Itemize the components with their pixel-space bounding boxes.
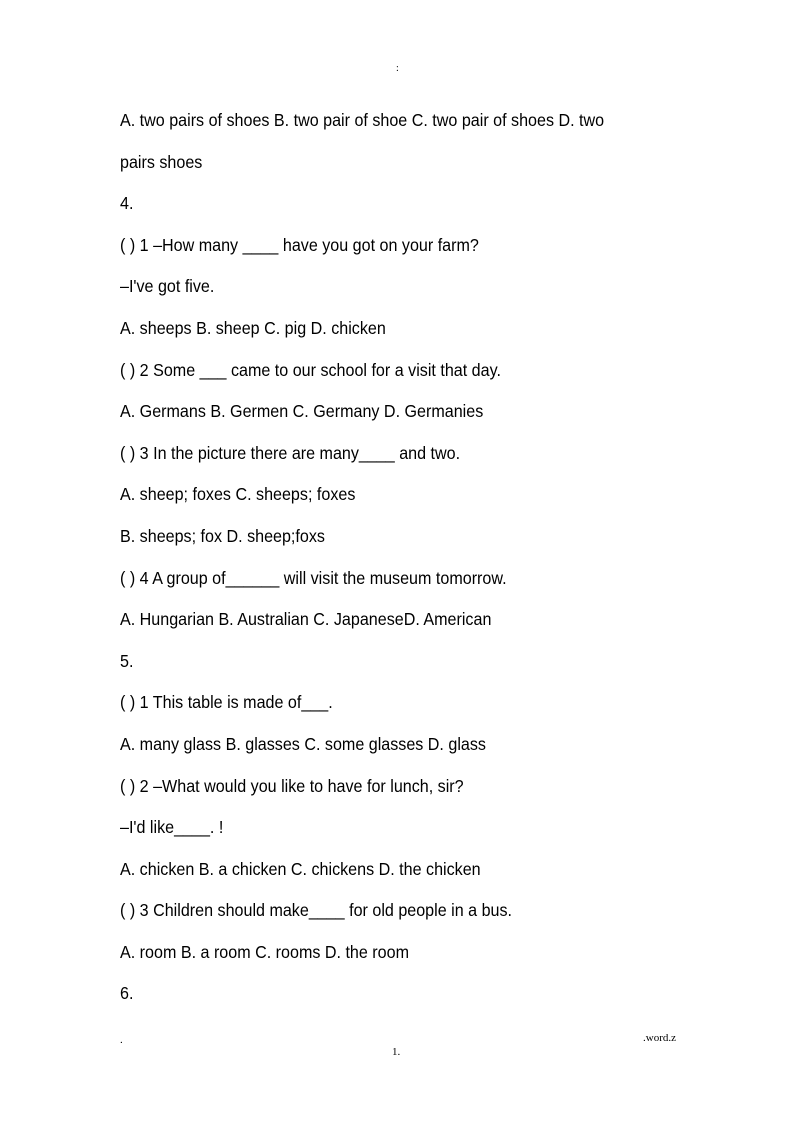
document-body [120, 100, 690, 1015]
section-number: 4. [120, 193, 134, 214]
question-text: ( ) 2 –What would you like to have for lunch, sir? [120, 775, 464, 796]
answer-options-line: A. chicken B. a chicken C. chickens D. the chicken [120, 858, 481, 879]
answer-options-line: A. sheep; foxes C. sheeps; foxes [120, 484, 356, 505]
question-response: –I've got five. [120, 276, 215, 297]
question-text: ( ) 1 –How many ____ have you got on your farm? [120, 234, 479, 255]
answer-options-line: B. sheeps; fox D. sheep;foxs [120, 525, 325, 546]
answer-options-line: A. room B. a room C. rooms D. the room [120, 941, 409, 962]
question-text: ( ) 3 In the picture there are many____ and two. [120, 442, 461, 463]
section-number: 5. [120, 650, 134, 671]
question-text: ( ) 2 Some ___ came to our school for a visit that day. [120, 359, 501, 380]
answer-options-continuation: pairs shoes [120, 151, 203, 172]
section-number: 6. [120, 983, 134, 1004]
answer-options-line: A. Hungarian B. Australian C. JapaneseD. American [120, 609, 492, 630]
header-mark: : [396, 63, 399, 74]
footer-right-text: .word.z [643, 1032, 676, 1044]
question-response: –I'd like____. ! [120, 817, 224, 838]
answer-options-line: A. many glass B. glasses C. some glasses D. glass [120, 733, 486, 754]
answer-options-line: A. sheeps B. sheep C. pig D. chicken [120, 317, 386, 338]
page-number: 1. [392, 1046, 401, 1058]
question-text: ( ) 3 Children should make____ for old people in a bus. [120, 900, 513, 921]
answer-options-line: A. two pairs of shoes B. two pair of shoe C. two pair of shoes D. two [120, 110, 605, 130]
answer-options-line: A. Germans B. Germen C. Germany D. Germanies [120, 401, 484, 422]
question-text: ( ) 1 This table is made of___. [120, 692, 333, 713]
footer-left-mark: . [120, 1034, 123, 1046]
question-text: ( ) 4 A group of______ will visit the museum tomorrow. [120, 567, 507, 588]
